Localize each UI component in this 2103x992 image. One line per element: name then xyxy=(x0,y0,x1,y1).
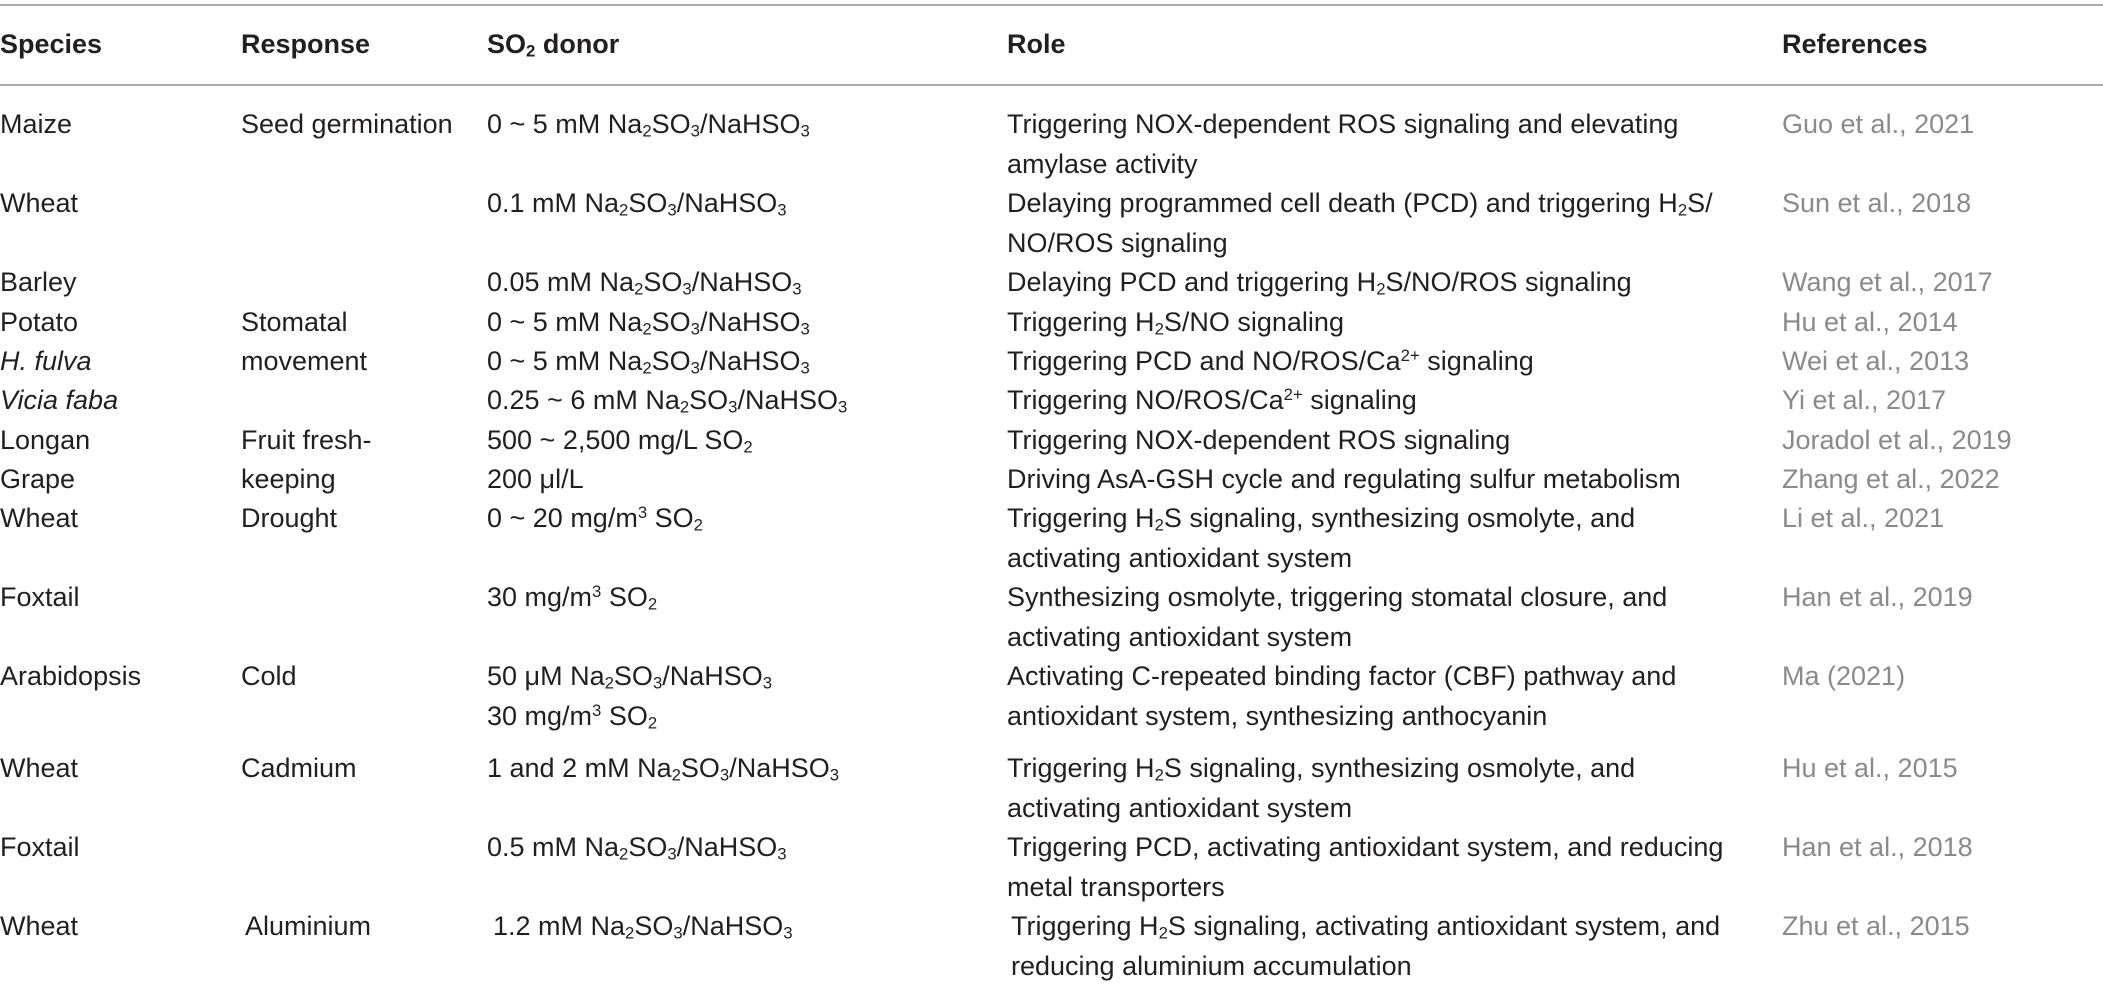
role-line: Driving AsA-GSH cycle and regulating sulfur metabolism xyxy=(1007,464,1681,494)
role-line: NO/ROS signaling xyxy=(1007,228,1228,258)
role-line: Triggering $H_2S/NO$ signaling xyxy=(1007,307,1344,339)
cell-response: movement xyxy=(241,346,368,376)
cell-so2-donor xyxy=(487,577,657,617)
donor-line: 50 μM $Na_2SO_3/NaHSO_3$ xyxy=(487,661,773,693)
cell-reference-link[interactable]: Wei et al., 2013 xyxy=(1782,346,1970,376)
cell-species: Barley xyxy=(0,267,77,297)
cell-reference-link[interactable]: Li et al., 2021 xyxy=(1782,503,1945,533)
role-line: Triggering NOX-dependent ROS signaling and elevating xyxy=(1007,109,1679,139)
role-line: Triggering NOX-dependent ROS signaling xyxy=(1007,425,1511,455)
cell-species: Vicia faba xyxy=(0,385,119,415)
donor-line: 0.05 mM $Na_2SO_3/NaHSO_3$ xyxy=(487,267,802,299)
donor-line: 1.2 mM $Na_2SO_3/NaHSO_3$ xyxy=(493,911,793,943)
cell-response: Aluminium xyxy=(245,911,372,941)
cell-role xyxy=(1007,459,1681,499)
cell-reference-link[interactable]: Ma (2021) xyxy=(1782,661,1906,691)
cell-species: Grape xyxy=(0,464,76,494)
cell-role xyxy=(1007,498,1635,578)
header-so2-subscript: 2 xyxy=(526,41,536,61)
role-line: Triggering $H_2S$ signaling, activating antioxidant system, and xyxy=(1011,911,1721,943)
cell-role xyxy=(1007,577,1667,657)
table-header-row xyxy=(0,0,2103,84)
role-line: Triggering PCD, activating antioxidant system, and reducing xyxy=(1007,832,1724,862)
role-line: activating antioxidant system xyxy=(1007,622,1353,652)
donor-line: 200 μl/L xyxy=(487,464,584,494)
cell-so2-donor xyxy=(487,183,787,223)
donor-line: 0.25 ~ 6 mM $Na_2SO_3/NaHSO_3$ xyxy=(487,385,848,417)
header-so2-suffix: donor xyxy=(535,29,620,59)
cell-response: Seed germination xyxy=(241,109,453,139)
cell-species: Foxtail xyxy=(0,582,80,612)
cell-so2-donor xyxy=(487,827,787,867)
cell-so2-donor xyxy=(487,341,810,381)
cell-role xyxy=(1007,341,1534,381)
role-line: activating antioxidant system xyxy=(1007,793,1353,823)
role-line: Activating C-repeated binding factor (CBF) pathway and xyxy=(1007,661,1677,691)
cell-species: Wheat xyxy=(0,753,79,783)
role-line: reducing aluminium accumulation xyxy=(1011,951,1412,981)
donor-line: 30 $mg/m^3$ $SO_2$ xyxy=(487,581,658,614)
header-references: References xyxy=(1782,29,1928,59)
cell-species: Wheat xyxy=(0,503,79,533)
cell-species: H. fulva xyxy=(0,346,92,376)
cell-role xyxy=(1007,656,1676,736)
role-line: Delaying PCD and triggering $H_2S/NO$/ROS signaling xyxy=(1007,267,1632,299)
cell-role xyxy=(1007,104,1678,184)
cell-role xyxy=(1007,748,1635,828)
cell-so2-donor xyxy=(487,498,703,538)
role-line: Triggering $H_2S$ signaling, synthesizing osmolyte, and xyxy=(1007,753,1636,785)
cell-reference-link[interactable]: Zhang et al., 2022 xyxy=(1782,464,2000,494)
cell-role xyxy=(1007,827,1723,907)
cell-response: Drought xyxy=(241,503,338,533)
cell-so2-donor xyxy=(487,262,802,302)
donor-line: 0.5 mM $Na_2SO_3/NaHSO_3$ xyxy=(487,832,787,864)
role-line: Triggering $NO/ROS/Ca^{2+}$ signaling xyxy=(1007,384,1417,415)
donor-line: 30 $mg/m^3$ $SO_2$ xyxy=(487,700,658,733)
cell-species: Maize xyxy=(0,109,73,139)
cell-role xyxy=(1007,262,1632,302)
role-line: metal transporters xyxy=(1007,872,1225,902)
role-line: activating antioxidant system xyxy=(1007,543,1353,573)
header-response: Response xyxy=(241,29,371,59)
cell-reference-link[interactable]: Joradol et al., 2019 xyxy=(1782,425,2012,455)
cell-reference-link[interactable]: Sun et al., 2018 xyxy=(1782,188,1972,218)
cell-species: Potato xyxy=(0,307,79,337)
cell-reference-link[interactable]: Han et al., 2019 xyxy=(1782,582,1973,612)
cell-reference-link[interactable]: Han et al., 2018 xyxy=(1782,832,1973,862)
role-line: antioxidant system, synthesizing anthocyanin xyxy=(1007,701,1548,731)
cell-so2-donor xyxy=(487,420,753,460)
cell-response: keeping xyxy=(241,464,336,494)
cell-species: Arabidopsis xyxy=(0,661,142,691)
cell-so2-donor xyxy=(487,656,772,736)
cell-so2-donor xyxy=(487,104,810,144)
cell-reference-link[interactable]: Hu et al., 2015 xyxy=(1782,753,1958,783)
donor-line: 1 and 2 mM $Na_2SO_3/NaHSO_3$ xyxy=(487,753,840,785)
role-line: amylase activity xyxy=(1007,149,1198,179)
role-line: Delaying programmed cell death (PCD) and triggering $H_2S/$ xyxy=(1007,188,1713,220)
cell-role xyxy=(1007,380,1417,420)
donor-line: 0 ~ 5 mM $Na_2SO_3/NaHSO_3$ xyxy=(487,109,810,141)
cell-so2-donor xyxy=(487,302,810,342)
header-species: Species xyxy=(0,29,103,59)
donor-line: 0 ~ 5 mM $Na_2SO_3/NaHSO_3$ xyxy=(487,346,810,378)
cell-so2-donor xyxy=(487,459,584,499)
role-line: Synthesizing osmolyte, triggering stomatal closure, and xyxy=(1007,582,1668,612)
cell-reference-link[interactable]: Wang et al., 2017 xyxy=(1782,267,1993,297)
role-line: Triggering $H_2S$ signaling, synthesizing osmolyte, and xyxy=(1007,503,1636,535)
header-role: Role xyxy=(1007,29,1066,59)
cell-species: Wheat xyxy=(0,188,79,218)
table-header-rule xyxy=(0,84,2103,86)
cell-response: Stomatal xyxy=(241,307,348,337)
cell-so2-donor xyxy=(493,906,793,946)
cell-role xyxy=(1007,302,1344,342)
cell-response: Cold xyxy=(241,661,297,691)
cell-response: Fruit fresh- xyxy=(241,425,372,455)
header-so2-prefix: SO xyxy=(487,29,527,59)
cell-reference-link[interactable]: Hu et al., 2014 xyxy=(1782,307,1958,337)
cell-reference-link[interactable]: Zhu et al., 2015 xyxy=(1782,911,1970,941)
cell-role xyxy=(1011,906,1720,986)
cell-so2-donor xyxy=(487,380,847,420)
cell-species: Longan xyxy=(0,425,91,455)
donor-line: 0.1 mM $Na_2SO_3/NaHSO_3$ xyxy=(487,188,787,220)
cell-role xyxy=(1007,183,1713,263)
cell-species: Wheat xyxy=(0,911,79,941)
cell-response: Cadmium xyxy=(241,753,357,783)
header-so2-donor xyxy=(487,24,619,64)
cell-reference-link[interactable]: Guo et al., 2021 xyxy=(1782,109,1975,139)
donor-line: 500 ~ 2,500 mg/L $SO_2$ xyxy=(487,425,753,457)
role-line: Triggering PCD and $NO/ROS/Ca^{2+}$ signaling xyxy=(1007,345,1534,376)
donor-line: 0 ~ 5 mM $Na_2SO_3/NaHSO_3$ xyxy=(487,307,810,339)
cell-role xyxy=(1007,420,1510,460)
cell-species: Foxtail xyxy=(0,832,80,862)
cell-so2-donor xyxy=(487,748,839,788)
donor-line: 0 ~ 20 $mg/m^3$ $SO_2$ xyxy=(487,502,703,535)
cell-reference-link[interactable]: Yi et al., 2017 xyxy=(1782,385,1947,415)
